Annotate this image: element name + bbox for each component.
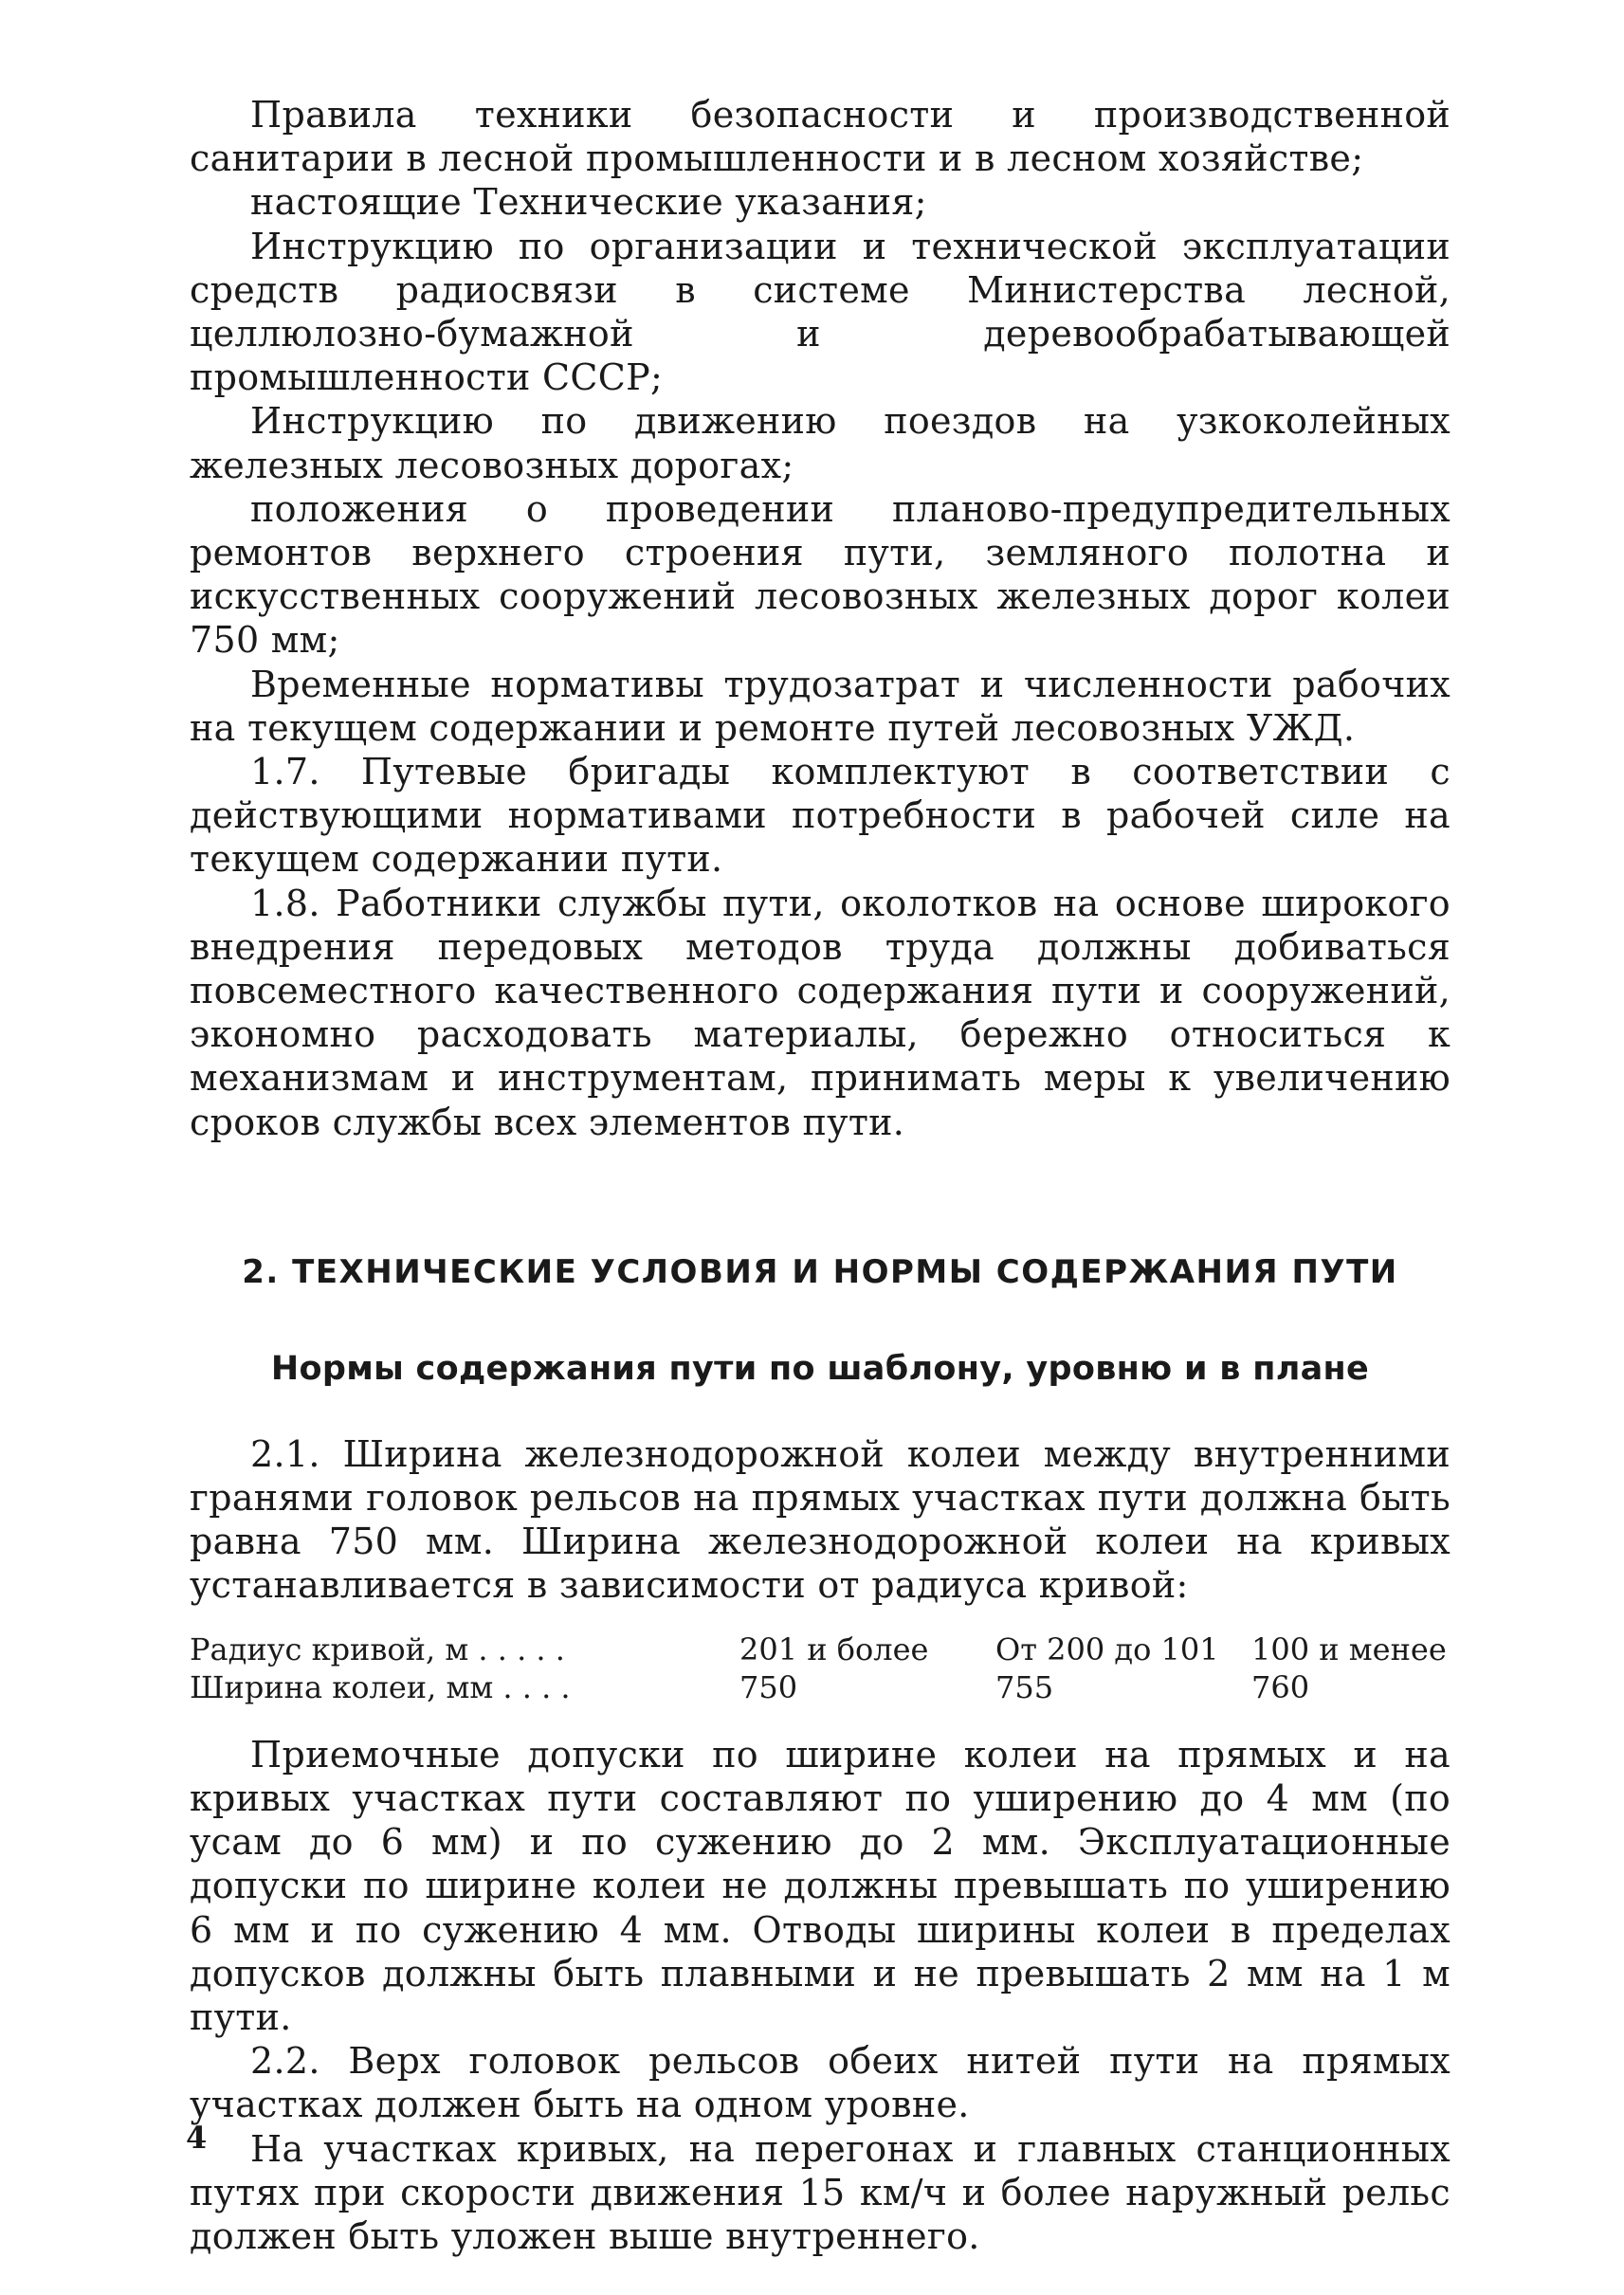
table-cell: 201 и более bbox=[739, 1630, 929, 1667]
paragraph-2-2: 2.2. Верх головок рельсов обеих нитей пути на прямых участках должен быть на одном уровне. bbox=[190, 2040, 1451, 2126]
table-row-width bbox=[190, 1670, 1451, 1704]
paragraph-1-7: 1.7. Путевые бригады комплектуют в соответствии с действующими нормативами потребности в рабочей силе на текущем содержании пути. bbox=[190, 751, 1451, 881]
table-cell: 100 и менее bbox=[1251, 1630, 1447, 1667]
gauge-width-table bbox=[190, 1632, 1451, 1704]
table-row-label: Радиус кривой, м . . . . . bbox=[190, 1630, 565, 1667]
paragraph-curves: На участках кривых, на перегонах и главных станционных путях при скорости движения 15 км/ч и более наружный рельс должен быть уложен выше внутреннего. bbox=[190, 2127, 1451, 2257]
paragraph-safety-rules: Правила техники безопасности и производственной санитарии в лесной промышленности и в лесном хозяйстве; bbox=[190, 94, 1451, 180]
paragraph-repair-regulations: положения о проведении планово-предупредительных ремонтов верхнего строения пути, земляного полотна и искусственных сооружений лесовозных железных дорог колеи 750 мм; bbox=[190, 487, 1451, 662]
subsection-title: Нормы содержания пути по шаблону, уровню и в плане bbox=[270, 1349, 1370, 1388]
subheading-spacer bbox=[190, 1391, 1451, 1432]
table-cell: 760 bbox=[1251, 1668, 1310, 1705]
table-cell: 750 bbox=[739, 1668, 798, 1705]
paragraph-2-1: 2.1. Ширина железнодорожной колеи между внутренними гранями головок рельсов на прямых участках пути должна быть равна 750 мм. Ширина железнодорожной колеи на кривых устанавливается в зависимости от радиуса кривой: bbox=[190, 1432, 1451, 1607]
table-row-radius bbox=[190, 1632, 1451, 1667]
paragraph-1-8: 1.8. Работники службы пути, околотков на основе широкого внедрения передовых методов труда должны добиваться повсеместного качественного содержания пути и сооружений, экономно расходовать материалы, бережно относиться к механизмам и инструментам, принимать меры к увеличению сроков службы всех элементов пути. bbox=[190, 882, 1451, 1143]
table-cell: 755 bbox=[995, 1668, 1054, 1705]
section-title: 2. ТЕХНИЧЕСКИЕ УСЛОВИЯ И НОРМЫ СОДЕРЖАНИЯ ПУТИ bbox=[242, 1252, 1398, 1291]
section-spacer bbox=[190, 1144, 1451, 1250]
paragraph-train-instruction: Инструкцию по движению поездов на узкоколейных железных лесовозных дорогах; bbox=[190, 400, 1451, 486]
paragraph-temporary-norms: Временные нормативы трудозатрат и численности рабочих на текущем содержании и ремонте путей лесовозных УЖД. bbox=[190, 663, 1451, 749]
table-cell: От 200 до 101 bbox=[995, 1630, 1219, 1667]
page-content bbox=[190, 93, 1451, 2258]
paragraph-radio-instruction: Инструкцию по организации и технической эксплуатации средств радиосвязи в системе Министерства лесной, целлюлозно-бумажной и деревообрабатывающей промышленности СССР; bbox=[190, 225, 1451, 399]
paragraph-tolerances: Приемочные допуски по ширине колеи на прямых и на кривых участках пути составляют по уширению до 4 мм (по усам до 6 мм) и по сужению до 2 мм. Эксплуатационные допуски по ширине колеи не должны превышать по уширению 6 мм и по сужению 4 мм. Отводы ширины колеи в пределах допусков должны быть плавными и не превышать 2 мм на 1 м пути. bbox=[190, 1733, 1451, 2038]
table-row-label: Ширина колеи, мм . . . . bbox=[190, 1668, 571, 1705]
paragraph-technical-guidelines: настоящие Технические указания; bbox=[250, 181, 927, 224]
page-number: 4 bbox=[186, 2120, 208, 2156]
heading-spacer bbox=[190, 1294, 1451, 1347]
